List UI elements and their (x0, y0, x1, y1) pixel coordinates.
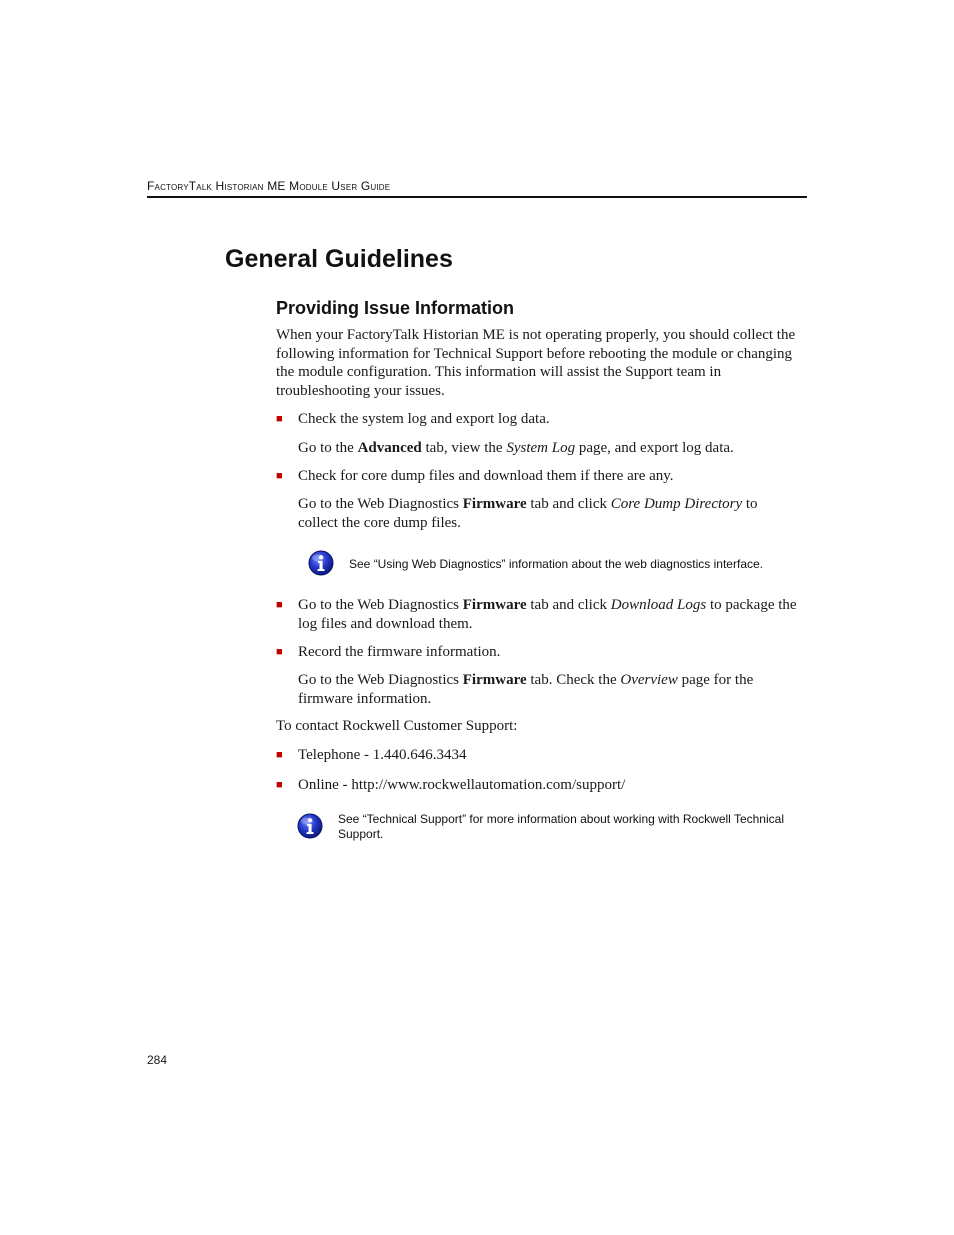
step-2-text: Check for core dump files and download them if there are any. (298, 468, 674, 484)
download-logs-link-name: Download Logs (610, 597, 707, 613)
page-number: 284 (147, 1053, 168, 1067)
step-4-detail-post: page for the firmware information. (298, 672, 754, 707)
step-2-detail-post: to collect the core dump files. (298, 496, 758, 531)
note-technical-support-text: See “Technical Support” for more information about working with Rockwell Technical Support. (338, 812, 784, 841)
firmware-tab-name: Firmware (462, 496, 527, 512)
step-3-post: to package the log files and download them. (298, 597, 797, 632)
note-web-diagnostics (308, 550, 334, 581)
core-dump-directory-link-name: Core Dump Directory (610, 496, 743, 512)
bullet-marker: ■ (276, 779, 283, 791)
step-4-text: Record the firmware information. (298, 644, 501, 660)
step-2-detail-pre: Go to the Web Diagnostics (298, 496, 463, 512)
advanced-tab-name: Advanced (357, 440, 422, 456)
step-1-detail-pre: Go to the (298, 440, 358, 456)
step-1-text: Check the system log and export log data. (298, 411, 550, 427)
contact-intro: To contact Rockwell Customer Support: (276, 718, 518, 734)
firmware-tab-name: Firmware (462, 672, 527, 688)
step-4-detail-pre: Go to the Web Diagnostics (298, 672, 463, 688)
step-4-detail-mid: tab. Check the (526, 672, 621, 688)
bullet-marker: ■ (276, 470, 283, 482)
overview-page-name: Overview (620, 672, 678, 688)
bullet-marker: ■ (276, 413, 283, 425)
info-icon (297, 813, 323, 839)
step-4-detail (298, 671, 788, 708)
info-icon (308, 550, 334, 576)
step-1-detail-mid: tab, view the (421, 440, 507, 456)
note-technical-support (297, 813, 323, 844)
bullet-marker: ■ (276, 599, 283, 611)
page-title: General Guidelines (225, 245, 453, 273)
running-header-title: FactoryTalk Historian ME Module User Guide (147, 179, 391, 193)
step-1-detail-post: page, and export log data. (575, 440, 734, 456)
bullet-marker: ■ (276, 646, 283, 658)
contact-telephone: Telephone - 1.440.646.3434 (298, 747, 467, 763)
step-3-pre: Go to the Web Diagnostics (298, 597, 463, 613)
step-1-detail (298, 439, 806, 458)
note-web-diagnostics-text: See “Using Web Diagnostics” information about the web diagnostics interface. (349, 557, 763, 571)
step-2-detail (298, 495, 788, 532)
step-3-text (298, 596, 806, 633)
firmware-tab-name: Firmware (462, 597, 527, 613)
contact-online: Online - http://www.rockwellautomation.com/support/ (298, 777, 626, 793)
system-log-page-name: System Log (506, 440, 576, 456)
step-3-mid: tab and click (526, 597, 611, 613)
section-title: Providing Issue Information (276, 298, 515, 318)
bullet-marker: ■ (276, 749, 283, 761)
running-header (147, 178, 807, 198)
intro-paragraph: When your FactoryTalk Historian ME is not operating properly, you should collect the following information for Technical Support before rebooting the module or changing the module configuration. This information will assist the Support team in troubleshooting your issues. (276, 327, 796, 399)
step-2-detail-mid: tab and click (526, 496, 611, 512)
